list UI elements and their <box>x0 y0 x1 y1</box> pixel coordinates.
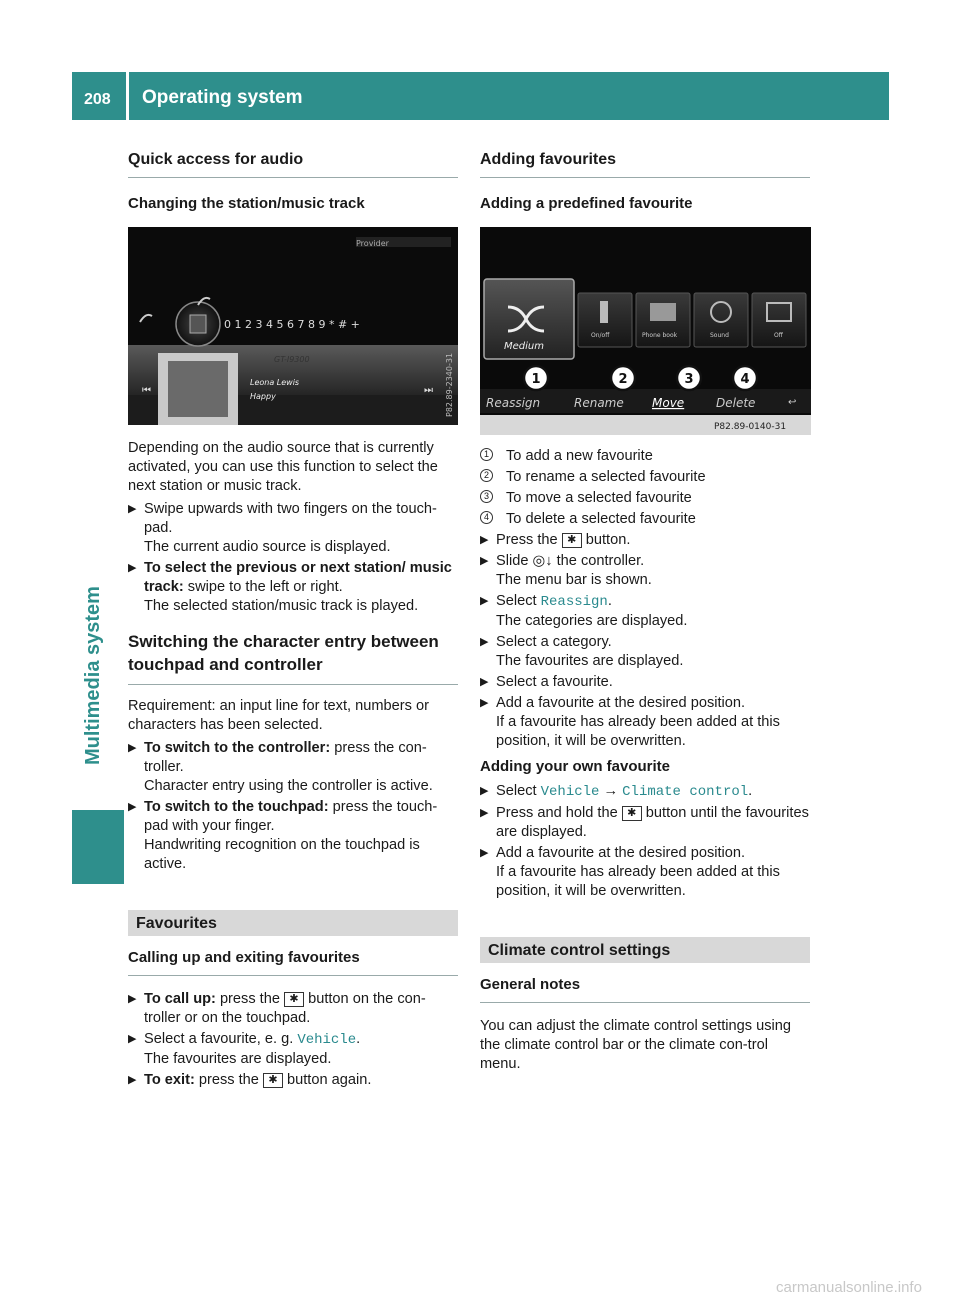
page-header <box>72 72 889 120</box>
menu-move: Move <box>652 396 685 410</box>
legend-item-1: 1 To add a new favourite <box>480 447 810 466</box>
favourites-key-icon: ✱ <box>622 806 642 821</box>
step-press-button: ▶ Press the ✱ button. <box>480 531 810 550</box>
step-call-up: ▶ To call up: press the ✱ button on the con-troller or on the touchpad. <box>128 990 458 1028</box>
menu-rename: Rename <box>574 396 624 410</box>
back-icon: ↩ <box>788 397 797 408</box>
climate-band: Climate control settings <box>480 937 810 963</box>
side-tab <box>72 120 124 1180</box>
menu-delete: Delete <box>716 396 756 410</box>
callout-1 <box>524 366 548 390</box>
callout-2 <box>611 366 635 390</box>
digit-row: 0 1 2 3 4 5 6 7 8 9 * # + <box>224 318 360 331</box>
favourites-key-icon: ✱ <box>284 992 304 1007</box>
callout-4 <box>733 366 757 390</box>
side-tab-label: Multimedia system <box>82 586 104 765</box>
step-slide-controller: ▶ Slide ◎↓ the controller. The menu bar is shown. <box>480 552 810 590</box>
subheading-own-favourite: Adding your own favourite <box>480 758 670 775</box>
left-column <box>128 150 458 1092</box>
audio-screen-graphic <box>128 227 458 425</box>
menu-item-vehicle: Vehicle <box>297 1032 357 1048</box>
svg-text:4: 4 <box>740 372 750 387</box>
svg-text:1: 1 <box>531 372 541 387</box>
step-select-vehicle-climate: ▶ Select Vehicle → Climate control. <box>480 782 810 802</box>
step-add-favourite: ▶ Add a favourite at the desired position. If a favourite has already been added at this position, it will be overwritten. <box>480 694 810 751</box>
requirement-text: Requirement: an input line for text, numbers or characters has been selected. <box>128 698 429 733</box>
step-select-favourite: ▶ Select a favourite, e. g. Vehicle. The favourites are displayed. <box>128 1030 458 1069</box>
favourites-screen-image <box>480 227 811 435</box>
header-divider <box>126 72 129 120</box>
menu-item-reassign: Reassign <box>540 594 608 610</box>
tile-onoff-label: On/off <box>591 332 610 339</box>
side-tab-marker <box>72 810 124 884</box>
artist-name: Leona Lewis <box>250 378 300 387</box>
menu-item-vehicle: Vehicle <box>540 784 600 800</box>
page-number: 208 <box>84 91 111 108</box>
section-heading-adding: Adding favourites <box>480 150 810 178</box>
menu-reassign: Reassign <box>486 396 541 410</box>
subheading-calling-up: Calling up and exiting favourites <box>128 948 458 976</box>
page-title: Operating system <box>142 87 303 108</box>
tile-phonebook-label: Phone book <box>642 332 678 339</box>
intro-text: Depending on the audio source that is currently activated, you can use this function to select the next station or music track. <box>128 440 438 494</box>
climate-text: You can adjust the climate control settings using the climate control bar or the climate con-trol menu. <box>480 1018 791 1072</box>
section-heading-quick-access: Quick access for audio <box>128 150 458 178</box>
step-select-station: ▶ To select the previous or next station/ music track: swipe to the left or right. The selected station/music track is played. <box>128 559 458 616</box>
previous-track-icon: ⏮ <box>142 385 151 396</box>
provider-label: Provider <box>356 239 389 248</box>
image-code: P82.89-2340-31 <box>445 352 454 417</box>
step-switch-controller: ▶ To switch to the controller: press the con-troller. Character entry using the controller is active. <box>128 739 458 796</box>
step-press-hold: ▶ Press and hold the ✱ button until the favourites are displayed. <box>480 804 810 842</box>
menu-item-climate-control: Climate control <box>622 784 749 800</box>
legend-item-2: 2 To rename a selected favourite <box>480 468 810 487</box>
step-add-own-favourite: ▶ Add a favourite at the desired position. If a favourite has already been added at this position, it will be overwritten. <box>480 844 810 901</box>
step-select-reassign: ▶ Select Reassign. The categories are displayed. <box>480 592 810 631</box>
next-track-icon: ⏭ <box>424 385 433 396</box>
favourites-band: Favourites <box>128 910 458 936</box>
step-swipe: ▶ Swipe upwards with two fingers on the touch-pad. The current audio source is displayed. <box>128 500 458 557</box>
step-select-a-favourite: ▶ Select a favourite. <box>480 673 810 692</box>
section-heading-switching: Switching the character entry between touchpad and controller <box>128 630 458 685</box>
svg-text:3: 3 <box>684 372 694 387</box>
legend-item-3: 3 To move a selected favourite <box>480 489 810 508</box>
subheading-changing-station: Changing the station/music track <box>128 195 365 212</box>
right-column <box>480 150 810 1078</box>
tile-off-label: Off <box>774 332 783 339</box>
subheading-general-notes: General notes <box>480 975 810 1003</box>
legend-item-4: 4 To delete a selected favourite <box>480 510 810 529</box>
favourites-screen-graphic <box>480 227 811 435</box>
step-exit: ▶ To exit: press the ✱ button again. <box>128 1071 458 1090</box>
track-name: Happy <box>250 392 276 401</box>
watermark: carmanualsonline.info <box>776 1279 922 1296</box>
step-switch-touchpad: ▶ To switch to the touchpad: press the touch-pad with your finger. Handwriting recognition on the touchpad is active. <box>128 798 458 874</box>
favourites-key-icon: ✱ <box>562 533 582 548</box>
arrow-icon: → <box>599 783 623 799</box>
subheading-predefined: Adding a predefined favourite <box>480 195 693 212</box>
audio-screen-image <box>128 227 458 425</box>
image-code: P82.89-0140-31 <box>714 422 787 432</box>
device-name: GT-I9300 <box>274 355 310 364</box>
tile-sound-label: Sound <box>710 332 729 339</box>
tile-medium-label: Medium <box>504 341 544 352</box>
step-select-category: ▶ Select a category. The favourites are displayed. <box>480 633 810 671</box>
callout-3 <box>677 366 701 390</box>
favourites-key-icon: ✱ <box>263 1073 283 1088</box>
controller-slide-icon: ◎↓ <box>532 553 553 569</box>
svg-text:2: 2 <box>618 372 628 387</box>
